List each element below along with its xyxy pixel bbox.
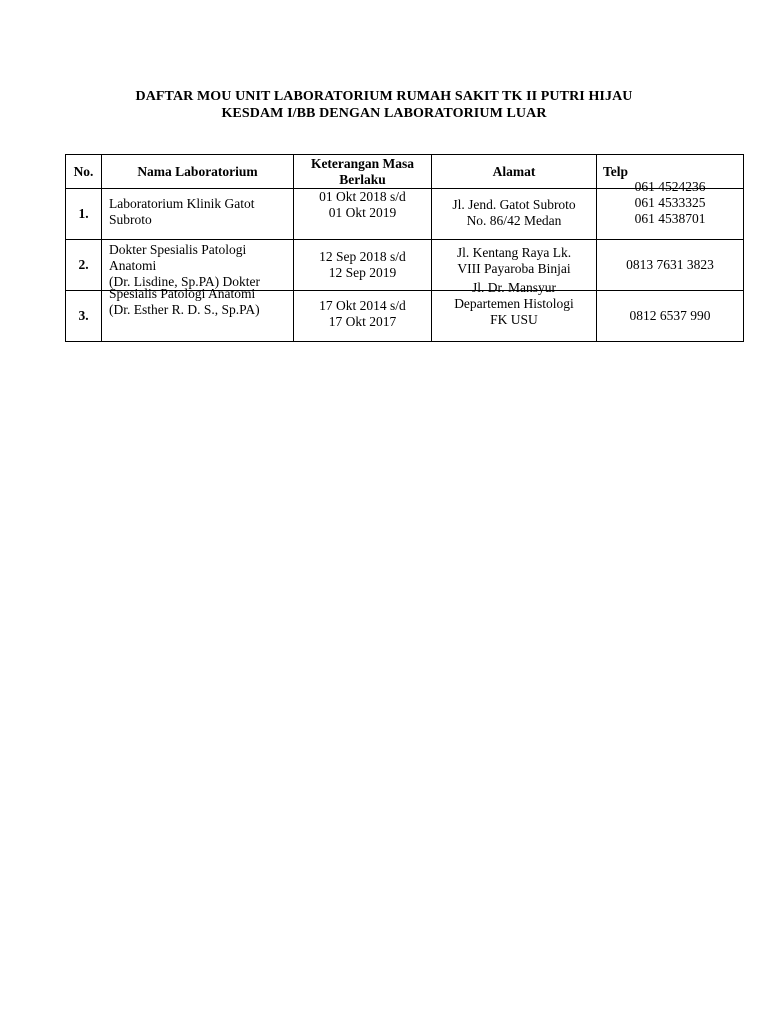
nama-line: Laboratorium Klinik Gatot	[109, 196, 255, 211]
row-number: 1.	[66, 189, 102, 240]
telp-line: 061 4533325	[634, 195, 706, 210]
alamat-line: Jl. Dr. Mansyur	[472, 280, 556, 295]
telp-line: 0813 7631 3823	[626, 257, 714, 272]
telp	[597, 240, 744, 291]
laboratorium-name	[102, 286, 294, 342]
table-row	[66, 291, 744, 342]
telp-line: 061 4538701	[634, 211, 706, 226]
masa-line: 12 Sep 2018 s/d	[319, 249, 406, 264]
alamat-line: Jl. Kentang Raya Lk.	[456, 245, 572, 260]
telp	[597, 179, 744, 240]
masa-berlaku	[294, 189, 432, 240]
nama-line: (Dr. Lisdine, Sp.PA) Dokter	[109, 274, 260, 289]
masa-berlaku	[294, 240, 432, 291]
alamat-line: No. 86/42 Medan	[466, 213, 562, 228]
mou-table	[65, 154, 744, 342]
nama-line: Spesialis Patologi Anatomi	[109, 286, 256, 301]
masa-line: 01 Okt 2019	[328, 205, 397, 220]
alamat	[432, 189, 597, 240]
masa-berlaku	[294, 291, 432, 342]
masa-line: 12 Sep 2019	[328, 265, 397, 280]
alamat-line: Departemen Histologi	[454, 296, 574, 311]
header-no: No.	[66, 155, 102, 189]
telp	[597, 291, 744, 342]
table-row	[66, 240, 744, 291]
alamat	[432, 280, 597, 342]
header-keterangan-masa-berlaku	[294, 155, 432, 189]
header-masa-line-1: Keterangan Masa	[310, 155, 415, 171]
header-alamat: Alamat	[432, 155, 597, 189]
header-masa-line-2: Berlaku	[339, 171, 386, 187]
nama-line: (Dr. Esther R. D. S., Sp.PA)	[109, 302, 260, 317]
laboratorium-name	[102, 240, 294, 291]
alamat-line: Jl. Jend. Gatot Subroto	[452, 197, 576, 212]
table-row	[66, 189, 744, 240]
masa-line: 17 Okt 2014 s/d	[319, 298, 406, 313]
nama-line: Dokter Spesialis Patologi	[109, 242, 247, 257]
row-number: 2.	[66, 240, 102, 291]
telp-line: 0812 6537 990	[629, 308, 711, 323]
header-nama-laboratorium: Nama Laboratorium	[102, 155, 294, 189]
nama-line: Subroto	[109, 212, 152, 227]
telp-line: 061 4524236	[634, 179, 706, 194]
laboratorium-name	[102, 189, 294, 240]
alamat-line: FK USU	[490, 312, 538, 327]
row-number: 3.	[66, 291, 102, 342]
header-telp: Telp	[597, 155, 744, 189]
alamat-line: VIII Payaroba Binjai	[457, 261, 571, 276]
document-title	[0, 88, 768, 122]
masa-line: 01 Okt 2018 s/d	[319, 189, 406, 204]
title-line-1: DAFTAR MOU UNIT LABORATORIUM RUMAH SAKIT TK II PUTRI HIJAU	[135, 89, 633, 104]
title-line-2: KESDAM I/BB DENGAN LABORATORIUM LUAR	[221, 106, 547, 121]
masa-line: 17 Okt 2017	[328, 314, 397, 329]
nama-line: Anatomi	[109, 258, 157, 273]
